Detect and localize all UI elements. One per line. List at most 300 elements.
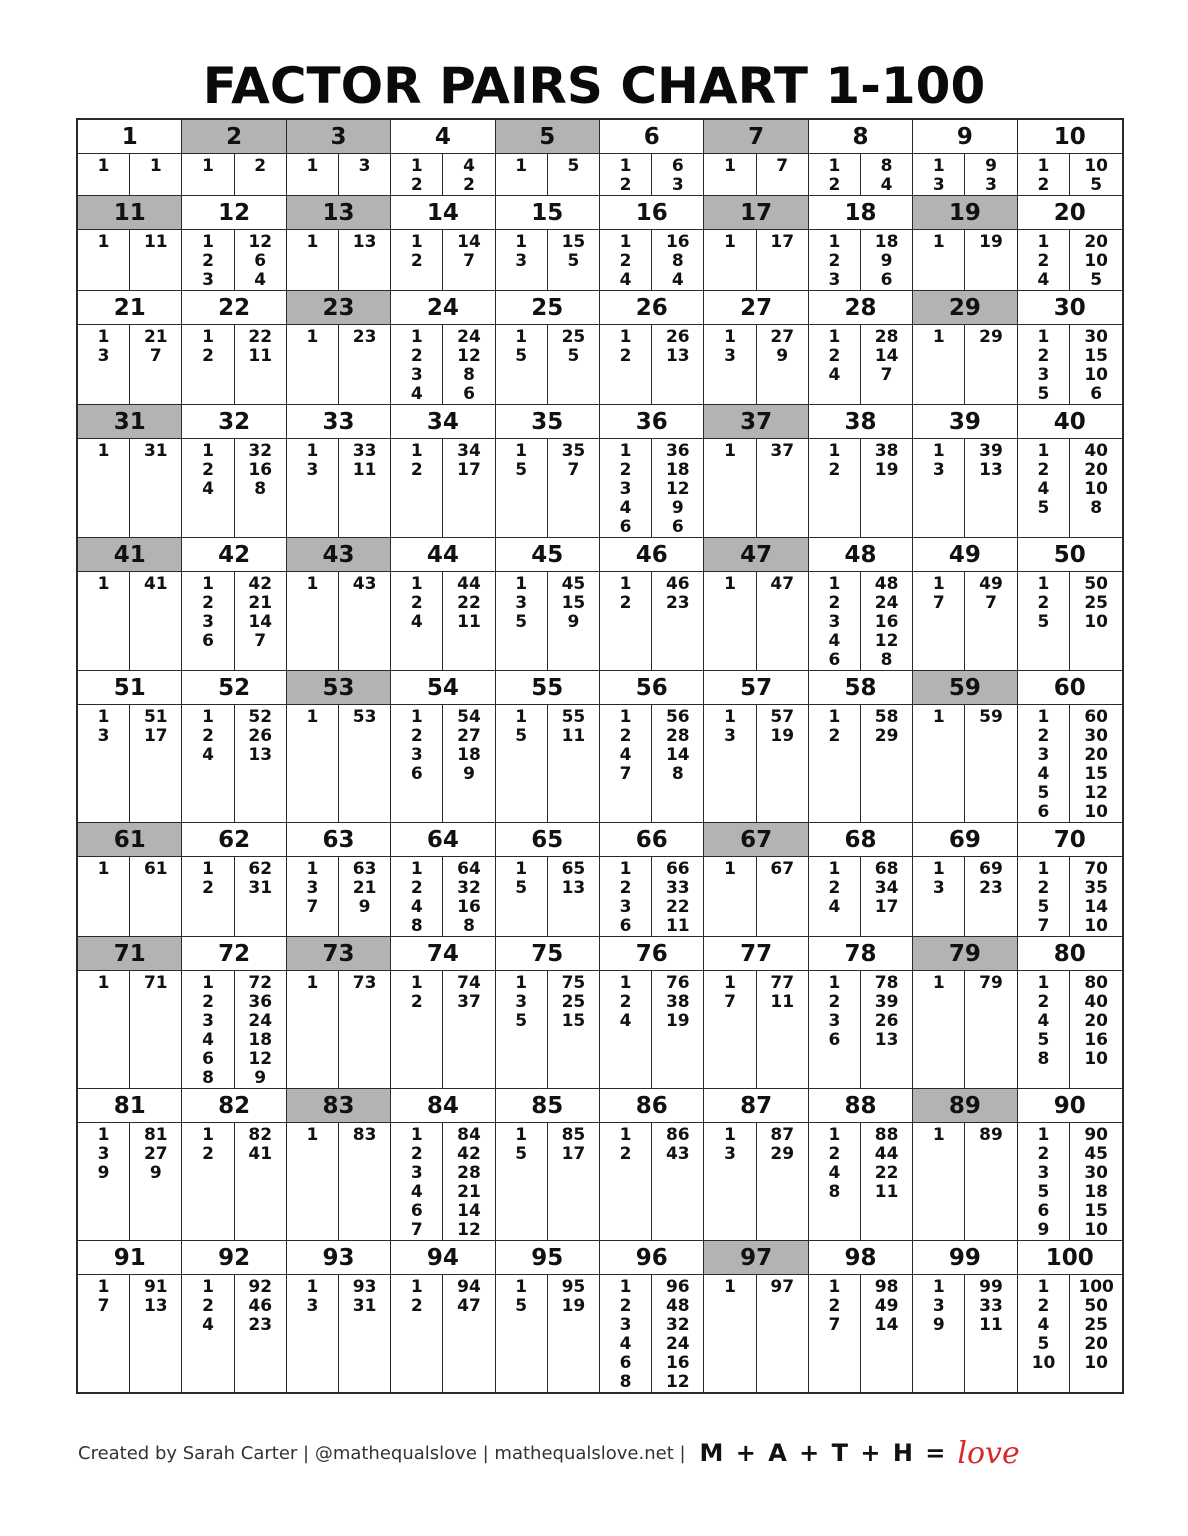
factor-value: 5 (1037, 612, 1050, 632)
factor-value: 44 (457, 574, 481, 594)
factor-value: 13 (979, 460, 1003, 480)
factor-value: 10 (1084, 916, 1108, 936)
large-factors-column (339, 572, 390, 670)
small-factors-column (809, 1275, 861, 1392)
factor-pairs-body (496, 971, 599, 1088)
small-factors-column (1018, 154, 1071, 195)
factor-value: 2 (619, 1296, 632, 1316)
number-header: 26 (600, 291, 703, 325)
factor-pairs-body (704, 439, 807, 537)
factor-value: 1 (828, 973, 841, 993)
number-header-prime: 5 (496, 120, 599, 154)
factor-value: 7 (880, 365, 893, 385)
factor-pairs-body (600, 572, 703, 670)
factor-value: 2 (463, 175, 475, 195)
footer (78, 1436, 1128, 1470)
factor-value: 2 (619, 346, 632, 366)
factor-value: 15 (1084, 1201, 1108, 1221)
factor-value: 1 (306, 859, 319, 879)
factor-value: 4 (410, 897, 423, 917)
number-cell (600, 671, 704, 823)
number-header: 90 (1018, 1089, 1122, 1123)
factor-value: 1 (515, 574, 528, 594)
factor-value: 24 (457, 327, 481, 347)
factor-value: 10 (1084, 479, 1108, 499)
number-cell (496, 538, 600, 671)
factor-value: 9 (880, 251, 893, 271)
factor-value: 28 (874, 327, 899, 347)
large-factors-column (235, 1275, 286, 1392)
number-cell (182, 196, 286, 291)
number-cell (391, 937, 495, 1089)
number-cell (704, 291, 808, 405)
large-factors-column (235, 154, 286, 195)
large-factors-column (652, 857, 703, 936)
large-factors-column (443, 971, 494, 1088)
factor-pairs-body (809, 971, 912, 1088)
number-header: 18 (809, 196, 912, 230)
large-factors-column (548, 1123, 599, 1240)
small-factors-column (913, 1123, 965, 1240)
number-header-prime: 53 (287, 671, 390, 705)
factor-value: 28 (457, 1163, 481, 1183)
factor-value: 1 (828, 574, 841, 594)
small-factors-column (496, 1275, 548, 1392)
large-factors-column (965, 325, 1016, 404)
factor-value: 9 (463, 764, 475, 784)
factor-value: 86 (665, 1125, 690, 1145)
factor-pairs-body (1018, 325, 1122, 404)
large-factors-column (1070, 439, 1122, 537)
factor-value: 9 (1037, 1220, 1050, 1240)
factor-value: 25 (1084, 593, 1108, 613)
factor-value: 100 (1078, 1277, 1114, 1297)
factor-value: 9 (567, 612, 580, 632)
large-factors-column (652, 439, 703, 537)
factor-value: 10 (1084, 1049, 1108, 1069)
factor-value: 21 (352, 878, 377, 898)
factor-value: 34 (457, 441, 481, 461)
small-factors-column (496, 439, 548, 537)
number-cell (391, 196, 495, 291)
number-cell (391, 823, 495, 937)
large-factors-column (1070, 325, 1122, 404)
large-factors-column (652, 1275, 703, 1392)
number-header: 69 (913, 823, 1016, 857)
large-factors-column (339, 1275, 390, 1392)
factor-pairs-body (913, 1123, 1016, 1240)
small-factors-column (704, 1275, 756, 1392)
factor-value: 52 (248, 707, 273, 727)
number-cell (913, 196, 1017, 291)
number-header: 93 (287, 1241, 390, 1275)
factor-value: 22 (457, 593, 481, 613)
factor-value: 8 (202, 1068, 214, 1088)
factor-value: 1 (724, 1125, 736, 1145)
number-cell (78, 937, 182, 1089)
factor-pairs-body (1018, 230, 1122, 290)
large-factors-column (965, 857, 1016, 936)
factor-pairs-body (391, 1275, 494, 1392)
factor-value: 8 (671, 251, 684, 271)
factor-value: 10 (1031, 1353, 1056, 1373)
large-factors-column (861, 857, 912, 936)
factor-value: 8 (410, 916, 423, 936)
large-factors-column (548, 1275, 599, 1392)
factor-value: 9 (776, 346, 789, 366)
factor-pairs-body (391, 439, 494, 537)
small-factors-column (391, 705, 443, 822)
small-factors-column (1018, 1123, 1071, 1240)
factor-value: 26 (248, 726, 273, 746)
large-factors-column (130, 1275, 181, 1392)
large-factors-column (757, 971, 808, 1088)
factor-value: 1 (932, 859, 945, 879)
factor-value: 1 (932, 574, 945, 594)
factor-value: 78 (874, 973, 899, 993)
factor-value: 2 (828, 460, 841, 480)
factor-value: 14 (874, 1315, 899, 1335)
factor-value: 2 (828, 251, 841, 271)
factor-value: 5 (567, 346, 580, 366)
factor-value: 36 (665, 441, 690, 461)
small-factors-column (496, 572, 548, 670)
factor-value: 40 (1084, 992, 1108, 1012)
number-cell (600, 538, 704, 671)
factor-value: 45 (561, 574, 586, 594)
small-factors-column (913, 971, 965, 1088)
large-factors-column (757, 154, 808, 195)
large-factors-column (548, 325, 599, 404)
factor-value: 18 (457, 745, 481, 765)
factor-pairs-body (600, 325, 703, 404)
factor-value: 10 (1084, 365, 1108, 385)
factor-value: 1 (724, 156, 736, 176)
factor-value: 31 (143, 441, 168, 461)
factor-value: 12 (665, 1372, 690, 1392)
factor-value: 11 (143, 232, 168, 252)
factor-value: 8 (619, 1372, 632, 1392)
large-factors-column (652, 325, 703, 404)
number-cell (1018, 1089, 1122, 1241)
factor-value: 14 (248, 612, 273, 632)
factor-value: 1 (619, 441, 632, 461)
factor-value: 10 (1084, 1220, 1108, 1240)
factor-value: 6 (619, 517, 632, 537)
number-cell (600, 196, 704, 291)
factor-value: 19 (561, 1296, 586, 1316)
large-factors-column (548, 971, 599, 1088)
factor-value: 41 (248, 1144, 273, 1164)
factor-value: 22 (874, 1163, 899, 1183)
factor-value: 19 (665, 1011, 690, 1031)
number-header-prime: 79 (913, 937, 1016, 971)
factor-value: 4 (828, 365, 841, 385)
factor-value: 33 (665, 878, 690, 898)
large-factors-column (235, 439, 286, 537)
factor-value: 2 (619, 726, 632, 746)
small-factors-column (391, 572, 443, 670)
small-factors-column (600, 857, 652, 936)
number-cell (496, 1241, 600, 1392)
factor-value: 2 (410, 1144, 423, 1164)
factor-value: 2 (202, 346, 214, 366)
factor-value: 56 (665, 707, 690, 727)
factor-value: 48 (665, 1296, 690, 1316)
large-factors-column (339, 325, 390, 404)
factor-value: 3 (1037, 365, 1050, 385)
large-factors-column (339, 154, 390, 195)
factor-pairs-body (287, 1123, 390, 1240)
large-factors-column (965, 572, 1016, 670)
factor-value: 4 (828, 897, 841, 917)
factor-pairs-body (496, 705, 599, 822)
factor-value: 17 (457, 460, 481, 480)
factor-value: 3 (932, 878, 945, 898)
factor-pairs-body (913, 572, 1016, 670)
factor-pairs-body (391, 1123, 494, 1240)
number-cell (1018, 291, 1122, 405)
large-factors-column (339, 1123, 390, 1240)
factor-value: 1 (202, 1125, 214, 1145)
factor-pairs-body (913, 1275, 1016, 1392)
small-factors-column (78, 705, 130, 822)
factor-value: 27 (770, 327, 795, 347)
factor-value: 1 (306, 156, 319, 176)
factor-value: 15 (1084, 346, 1108, 366)
factor-value: 29 (874, 726, 899, 746)
small-factors-column (78, 572, 130, 670)
factor-value: 6 (202, 631, 214, 651)
factor-value: 4 (828, 1163, 841, 1183)
number-cell (1018, 196, 1122, 291)
large-factors-column (652, 971, 703, 1088)
factor-value: 2 (202, 992, 214, 1012)
small-factors-column (809, 971, 861, 1088)
number-header: 28 (809, 291, 912, 325)
small-factors-column (809, 325, 861, 404)
number-cell (704, 120, 808, 196)
large-factors-column (965, 230, 1016, 290)
factor-value: 4 (619, 1334, 632, 1354)
large-factors-column (235, 971, 286, 1088)
factor-value: 79 (979, 973, 1003, 993)
factor-value: 3 (97, 1144, 110, 1164)
small-factors-column (182, 325, 234, 404)
number-header: 1 (78, 120, 181, 154)
number-header: 52 (182, 671, 285, 705)
factor-value: 1 (97, 574, 110, 594)
large-factors-column (548, 439, 599, 537)
large-factors-column (548, 857, 599, 936)
factor-value: 94 (457, 1277, 481, 1297)
number-cell (809, 120, 913, 196)
factor-value: 1 (828, 327, 841, 347)
factor-value: 13 (874, 1030, 899, 1050)
number-cell (78, 1241, 182, 1392)
number-cell (704, 1089, 808, 1241)
factor-value: 5 (1037, 783, 1050, 803)
factor-value: 6 (828, 650, 841, 670)
factor-value: 38 (665, 992, 690, 1012)
factor-value: 3 (410, 1163, 423, 1183)
factor-value: 90 (1084, 1125, 1108, 1145)
factor-value: 65 (561, 859, 586, 879)
number-header-prime: 13 (287, 196, 390, 230)
large-factors-column (235, 705, 286, 822)
number-header-prime: 73 (287, 937, 390, 971)
factor-value: 1 (202, 156, 214, 176)
number-cell (1018, 120, 1122, 196)
factor-pairs-body (496, 572, 599, 670)
factor-value: 17 (770, 232, 795, 252)
factor-value: 9 (254, 1068, 267, 1088)
factor-value: 5 (1037, 1030, 1050, 1050)
factor-value: 1 (619, 156, 632, 176)
factor-value: 84 (457, 1125, 481, 1145)
number-cell (809, 937, 913, 1089)
large-factors-column (548, 230, 599, 290)
factor-value: 3 (828, 270, 841, 290)
factor-value: 39 (874, 992, 899, 1012)
factor-value: 5 (515, 612, 528, 632)
number-cell (1018, 405, 1122, 538)
number-header: 82 (182, 1089, 285, 1123)
factor-value: 7 (410, 1220, 423, 1240)
small-factors-column (704, 439, 756, 537)
factor-pairs-body (287, 572, 390, 670)
factor-value: 27 (457, 726, 481, 746)
factor-value: 11 (457, 612, 481, 632)
small-factors-column (704, 572, 756, 670)
factor-value: 6 (671, 517, 684, 537)
factor-value: 23 (352, 327, 377, 347)
small-factors-column (78, 1123, 130, 1240)
small-factors-column (809, 705, 861, 822)
number-header: 33 (287, 405, 390, 439)
factor-value: 3 (619, 479, 632, 499)
number-header: 16 (600, 196, 703, 230)
factor-value: 49 (874, 1296, 899, 1316)
factor-value: 4 (410, 612, 423, 632)
number-header-prime: 37 (704, 405, 807, 439)
factor-value: 6 (619, 1353, 632, 1373)
large-factors-column (443, 154, 494, 195)
factor-value: 38 (874, 441, 899, 461)
factor-value: 11 (352, 460, 377, 480)
factor-value: 1 (932, 156, 945, 176)
factor-value: 49 (979, 574, 1003, 594)
factor-pairs-body (182, 572, 285, 670)
large-factors-column (235, 325, 286, 404)
number-cell (182, 120, 286, 196)
number-cell (1018, 1241, 1122, 1392)
factor-value: 4 (463, 156, 475, 176)
factor-value: 50 (1084, 574, 1108, 594)
small-factors-column (182, 705, 234, 822)
footer-math-logo: M + A + T + H = (699, 1439, 948, 1467)
factor-value: 20 (1084, 232, 1108, 252)
large-factors-column (1070, 572, 1122, 670)
factor-value: 1 (97, 327, 110, 347)
number-header: 99 (913, 1241, 1016, 1275)
number-cell (913, 1089, 1017, 1241)
small-factors-column (704, 325, 756, 404)
number-header: 70 (1018, 823, 1122, 857)
factor-value: 1 (410, 1125, 423, 1145)
small-factors-column (287, 572, 339, 670)
footer-credit: Created by Sarah Carter | @mathequalslove | mathequalslove.net | (78, 1442, 686, 1464)
number-cell (704, 823, 808, 937)
number-header: 87 (704, 1089, 807, 1123)
factor-value: 76 (665, 973, 690, 993)
number-cell (78, 405, 182, 538)
factor-value: 35 (561, 441, 586, 461)
factor-pairs-body (704, 230, 807, 290)
factor-value: 20 (1084, 1011, 1108, 1031)
factor-pairs-body (809, 857, 912, 936)
factor-value: 6 (254, 251, 267, 271)
number-header: 63 (287, 823, 390, 857)
factor-value: 20 (1084, 745, 1108, 765)
factor-value: 10 (1084, 1353, 1108, 1373)
number-cell (704, 196, 808, 291)
factor-value: 5 (1037, 498, 1050, 518)
large-factors-column (1070, 1123, 1122, 1240)
factor-pairs-body (704, 705, 807, 822)
factor-value: 83 (352, 1125, 377, 1145)
number-cell (182, 1241, 286, 1392)
factor-pairs-body (600, 1275, 703, 1392)
number-cell (287, 538, 391, 671)
large-factors-column (861, 230, 912, 290)
factor-value: 12 (457, 346, 481, 366)
factor-value: 91 (143, 1277, 168, 1297)
small-factors-column (182, 857, 234, 936)
factor-value: 7 (724, 992, 736, 1012)
factor-value: 14 (874, 346, 899, 366)
factor-value: 31 (352, 1296, 377, 1316)
factor-value: 23 (248, 1315, 273, 1335)
factor-pairs-body (913, 705, 1016, 822)
factor-value: 19 (770, 726, 795, 746)
number-header: 15 (496, 196, 599, 230)
number-cell (913, 291, 1017, 405)
factor-value: 1 (97, 441, 110, 461)
number-header: 77 (704, 937, 807, 971)
number-cell (391, 405, 495, 538)
number-header: 100 (1018, 1241, 1122, 1275)
number-header: 46 (600, 538, 703, 572)
factor-pairs-body (287, 154, 390, 195)
factor-value: 8 (254, 479, 267, 499)
small-factors-column (287, 439, 339, 537)
small-factors-column (287, 1275, 339, 1392)
number-header-prime: 7 (704, 120, 807, 154)
factor-value: 42 (457, 1144, 481, 1164)
factor-pairs-body (809, 154, 912, 195)
factor-pairs-body (913, 154, 1016, 195)
factor-value: 46 (665, 574, 690, 594)
factor-value: 16 (874, 612, 899, 632)
factor-value: 3 (306, 878, 319, 898)
factor-value: 30 (1084, 1163, 1108, 1183)
factor-pairs-body (704, 154, 807, 195)
factor-value: 51 (143, 707, 168, 727)
large-factors-column (339, 857, 390, 936)
number-cell (809, 538, 913, 671)
factor-pairs-body (496, 325, 599, 404)
